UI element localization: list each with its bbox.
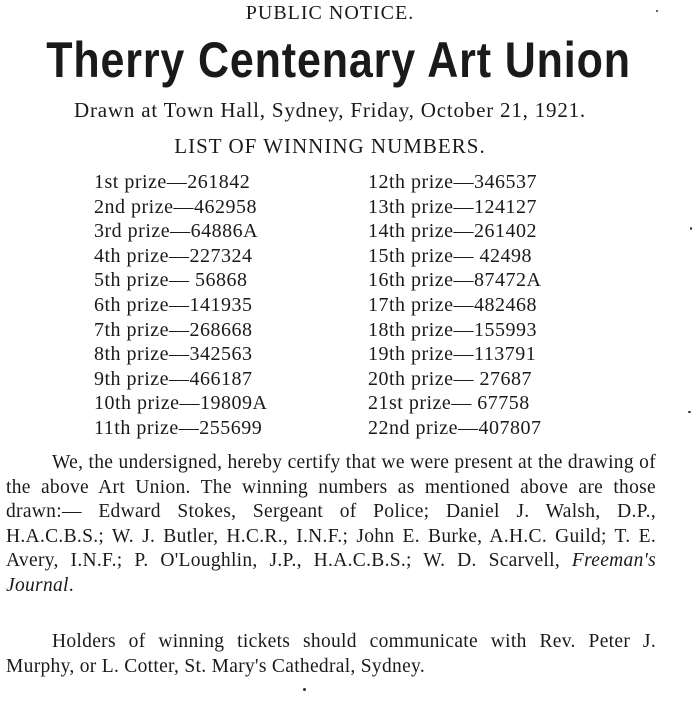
certification-end: . (68, 574, 74, 596)
prize-list-right (368, 170, 541, 441)
prize-item: 5th prize— 56868 (94, 269, 248, 292)
prize-item: 12th prize—346537 (368, 171, 538, 193)
print-speck (303, 688, 306, 691)
prize-item: 9th prize—466187 (94, 367, 253, 390)
prize-item: 13th prize—124127 (368, 195, 538, 218)
prize-item: 2nd prize—462958 (94, 195, 257, 218)
print-speck (656, 10, 658, 12)
certification-paragraph (6, 451, 656, 598)
holders-paragraph: Holders of winning tickets should communicate with Rev. Peter J. Murphy, or L. Cotter, St. Mary's Cathedral, Sydney. (6, 631, 656, 677)
prize-item: 18th prize—155993 (368, 318, 538, 341)
prize-item: 14th prize—261402 (368, 220, 538, 243)
prize-item: 1st prize—261842 (94, 171, 251, 193)
prize-item: 3rd prize—64886A (94, 220, 259, 243)
certification-text: We, the undersigned, hereby certify that we were present at the drawing of the above Art Union. The winning numbers as mentioned above are those drawn:— Edward Stokes, Sergeant of Police; Daniel J. Walsh, D.P., H.A.C.B.S.; W. J. Butler, H.C.R., I.N.F.; John E. Burke, A.H.C. Guild; T. E. Avery, I.N.F.; P. O'Loughlin, J.P., H.A.C.B.S.; W. D. Scarvell, (6, 452, 656, 571)
notice-label: PUBLIC NOTICE. (245, 2, 415, 24)
journal-name: Freeman's Journal (6, 550, 656, 596)
prize-item: 22nd prize—407807 (368, 416, 542, 439)
prize-item: 4th prize—227324 (94, 244, 253, 267)
print-speck (690, 227, 692, 230)
prize-item: 16th prize—87472A (368, 269, 542, 292)
prize-item: 17th prize—482468 (368, 293, 538, 316)
prize-item: 7th prize—268668 (94, 318, 253, 341)
prize-item: 20th prize— 27687 (368, 367, 533, 390)
prize-list-left (94, 170, 267, 441)
prize-item: 11th prize—255699 (94, 416, 263, 439)
page-title: Therry Centenary Art Union (46, 32, 631, 88)
prize-item: 21st prize— 67758 (368, 392, 530, 415)
prize-item: 19th prize—113791 (368, 343, 537, 366)
prize-item: 8th prize—342563 (94, 343, 253, 366)
drawn-location-date: Drawn at Town Hall, Sydney, Friday, October 21, 1921. (74, 98, 586, 122)
prize-item: 15th prize— 42498 (368, 244, 533, 267)
list-heading: LIST OF WINNING NUMBERS. (174, 134, 486, 158)
prize-item: 6th prize—141935 (94, 293, 253, 316)
print-speck (688, 411, 691, 413)
prize-item: 10th prize—19809A (94, 392, 268, 415)
